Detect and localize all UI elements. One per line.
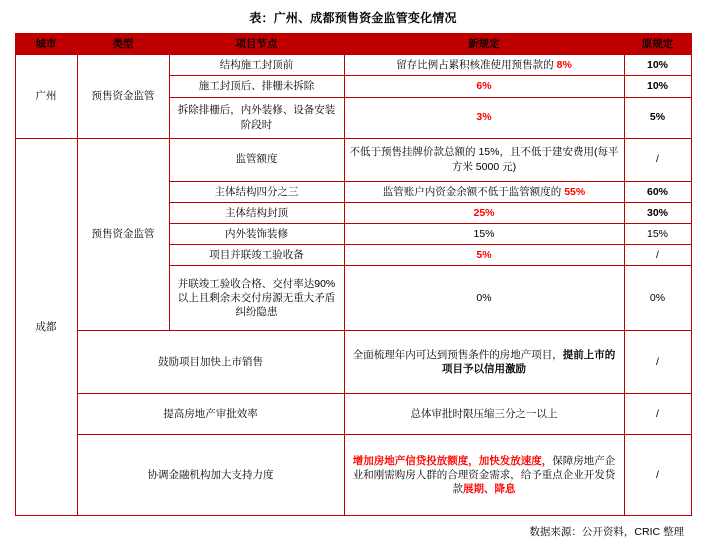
cell-node: 监管额度 bbox=[169, 138, 344, 181]
cell-type-chengdu-fund-supervision: 预售资金监管 bbox=[77, 138, 169, 331]
new-rule-highlight: 8% bbox=[556, 59, 572, 72]
cell-old-rule: 10% bbox=[624, 55, 691, 76]
cell-city-chengdu: 成都 bbox=[15, 138, 77, 516]
cell-old-rule: 10% bbox=[624, 76, 691, 97]
data-table bbox=[15, 33, 692, 516]
cell-new-rule bbox=[344, 435, 624, 516]
cell-new-rule: 15% bbox=[344, 223, 624, 244]
cell-node: 施工封顶后、排栅未拆除 bbox=[169, 76, 344, 97]
cell-old-rule: / bbox=[624, 331, 691, 394]
new-rule-highlight: 25% bbox=[473, 206, 495, 219]
column-header-node: 项目节点 bbox=[169, 34, 344, 55]
cell-old-rule: 5% bbox=[624, 97, 691, 138]
column-header-type: 类型 bbox=[77, 34, 169, 55]
new-rule-highlight: 5% bbox=[476, 249, 492, 262]
cell-old-rule: / bbox=[624, 394, 691, 435]
cell-new-rule bbox=[344, 331, 624, 394]
new-rule-highlight: 3% bbox=[476, 111, 492, 124]
table-header bbox=[15, 34, 691, 55]
cell-type-approval-efficiency: 提高房地产审批效率 bbox=[77, 394, 344, 435]
table-row bbox=[15, 394, 691, 435]
new-rule-bold: 提前上市的项目予以信用激励 bbox=[442, 349, 616, 376]
cell-node: 项目并联竣工验收备 bbox=[169, 245, 344, 266]
cell-old-rule: / bbox=[624, 245, 691, 266]
new-rule-highlight: 6% bbox=[476, 80, 492, 93]
cell-new-rule bbox=[344, 181, 624, 202]
cell-new-rule bbox=[344, 97, 624, 138]
table-row bbox=[15, 435, 691, 516]
new-rule-highlight-2: 展期、降息 bbox=[463, 483, 516, 496]
cell-old-rule: 0% bbox=[624, 266, 691, 331]
cell-type-guangzhou-fund-supervision: 预售资金监管 bbox=[77, 55, 169, 138]
table-row bbox=[15, 138, 691, 181]
cell-type-financial-support: 协调金融机构加大支持力度 bbox=[77, 435, 344, 516]
page-title: 表：广州、成都预售资金监管变化情况 bbox=[249, 11, 457, 25]
cell-old-rule: / bbox=[624, 435, 691, 516]
cell-old-rule: 15% bbox=[624, 223, 691, 244]
cell-node: 主体结构封顶 bbox=[169, 202, 344, 223]
column-header-new-rule: 新规定 bbox=[344, 34, 624, 55]
cell-old-rule: 30% bbox=[624, 202, 691, 223]
column-header-city: 城市 bbox=[15, 34, 77, 55]
cell-old-rule: 60% bbox=[624, 181, 691, 202]
cell-node: 拆除排栅后，内外装修、设备安装阶段时 bbox=[169, 97, 344, 138]
cell-new-rule: 不低于预售挂牌价款总额的 15%，且不低于建安费用(每平方米 5000 元) bbox=[344, 138, 624, 181]
cell-node: 并联竣工验收合格、交付率达90%以上且剩余未交付房源无重大矛盾纠纷隐患 bbox=[169, 266, 344, 331]
table-row bbox=[15, 55, 691, 76]
cell-new-rule: 0% bbox=[344, 266, 624, 331]
cell-node: 结构施工封顶前 bbox=[169, 55, 344, 76]
cell-node: 主体结构四分之三 bbox=[169, 181, 344, 202]
table-body bbox=[15, 55, 691, 516]
cell-new-rule: 总体审批时限压缩三分之一以上 bbox=[344, 394, 624, 435]
new-rule-text: 保障房地产企业和刚需购房人群的合理资金需求，给予重点企业开发贷款 bbox=[352, 454, 616, 496]
cell-node: 内外装饰装修 bbox=[169, 223, 344, 244]
table-header-row bbox=[15, 34, 691, 55]
cell-old-rule: / bbox=[624, 138, 691, 181]
new-rule-text: 监管账户内资金余额不低于监管额度的 bbox=[382, 185, 565, 198]
new-rule-text: 留存比例占累积核准使用预售款的 bbox=[396, 59, 557, 72]
new-rule-highlight-1: 增加房地产信贷投放额度，加快发放速度， bbox=[352, 454, 553, 467]
cell-type-encourage-listing: 鼓励项目加快上市销售 bbox=[77, 331, 344, 394]
cell-new-rule bbox=[344, 245, 624, 266]
cell-new-rule bbox=[344, 202, 624, 223]
new-rule-highlight: 55% bbox=[564, 185, 586, 198]
source-note: 数据来源：公开资料，CRIC 整理 bbox=[529, 526, 684, 539]
column-header-old-rule: 原规定 bbox=[624, 34, 691, 55]
cell-city-guangzhou: 广州 bbox=[15, 55, 77, 138]
cell-new-rule bbox=[344, 55, 624, 76]
table-row bbox=[15, 331, 691, 394]
cell-new-rule bbox=[344, 76, 624, 97]
new-rule-text: 全面梳理年内可达到预售条件的房地产项目， bbox=[352, 349, 563, 362]
